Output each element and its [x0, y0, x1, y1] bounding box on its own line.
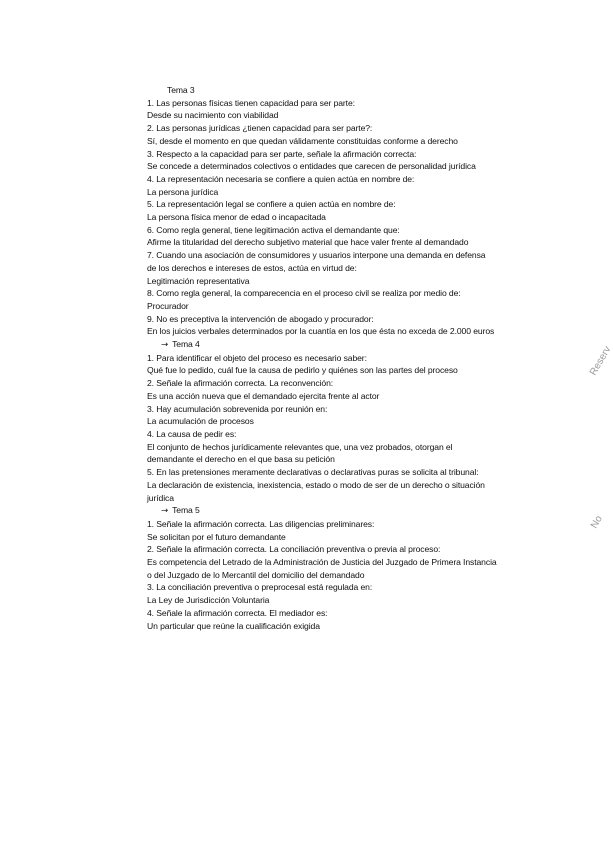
arrow-icon: →	[161, 340, 169, 351]
watermark-text: Reserv	[588, 344, 613, 378]
question: 4. La representación necesaria se confiere a quien actúa en nombre de:	[147, 173, 415, 184]
answer: Sí, desde el momento en que quedan válidamente constituidas conforme a derecho	[147, 135, 458, 146]
answer: Procurador	[147, 300, 189, 311]
arrow-icon: →	[161, 506, 169, 517]
question: 2. Señale la afirmación correcta. La reconvención:	[147, 378, 334, 389]
section-heading	[147, 338, 497, 352]
answer: Es una acción nueva que el demandado ejercita frente al actor	[147, 390, 380, 401]
question: 9. No es preceptiva la intervención de abogado y procurador:	[147, 313, 374, 324]
section-heading	[147, 504, 497, 518]
answer: Afirme la titularidad del derecho subjetivo material que hace valer frente al demandado	[147, 237, 469, 248]
question: 6. Como regla general, tiene legitimación activa el demandante que:	[147, 224, 400, 235]
answer: Se concede a determinados colectivos o entidades que carecen de personalidad jurídica	[147, 161, 476, 172]
answer: Un particular que reúne la cualificación exigida	[147, 620, 320, 631]
answer: Qué fue lo pedido, cuál fue la causa de pedirlo y quiénes son las partes del proceso	[147, 365, 458, 376]
question: 2. Las personas jurídicas ¿tienen capacidad para ser parte?:	[147, 123, 373, 134]
question: 5. En las pretensiones meramente declarativas o declarativas puras se solicita al tribunal:	[147, 467, 479, 478]
question: 5. La representación legal se confiere a quien actúa en nombre de:	[147, 199, 396, 210]
document-content	[147, 84, 497, 632]
question: 8. Como regla general, la comparecencia en el proceso civil se realiza por medio de:	[147, 288, 461, 299]
answer: La persona jurídica	[147, 186, 219, 197]
answer: La declaración de existencia, inexistencia, estado o modo de ser de un derecho o situación jurídica	[147, 479, 485, 503]
watermark-text: No	[589, 513, 605, 531]
answer: La acumulación de procesos	[147, 416, 254, 427]
answer: La persona física menor de edad o incapacitada	[147, 212, 326, 223]
question: 4. La causa de pedir es:	[147, 428, 237, 439]
question: 1. Las personas físicas tienen capacidad para ser parte:	[147, 97, 355, 108]
answer: El conjunto de hechos jurídicamente relevantes que, una vez probados, otorgan el demandante el derecho en el que basa su petición	[147, 441, 453, 465]
question: 1. Señale la afirmación correcta. Las diligencias preliminares:	[147, 518, 375, 529]
answer: Se solicitan por el futuro demandante	[147, 531, 286, 542]
answer: Legitimación representativa	[147, 275, 250, 286]
answer: La Ley de Jurisdicción Voluntaria	[147, 595, 270, 606]
question: 3. La conciliación preventiva o preprocesal está regulada en:	[147, 582, 373, 593]
question: 4. Señale la afirmación correcta. El mediador es:	[147, 607, 328, 618]
question: 2. Señale la afirmación correcta. La conciliación preventiva o previa al proceso:	[147, 544, 441, 555]
section-title: Tema 5	[172, 505, 200, 516]
question: 3. Hay acumulación sobrevenida por reunión en:	[147, 403, 328, 414]
answer: Es competencia del Letrado de la Administración de Justicia del Juzgado de Primera Instancia o del Juzgado de lo Mercantil del domicilio del demandado	[147, 557, 497, 580]
question: 3. Respecto a la capacidad para ser parte, señale la afirmación correcta:	[147, 148, 417, 159]
section-heading: Tema 3	[167, 85, 195, 95]
answer: Desde su nacimiento con viabilidad	[147, 110, 279, 121]
section-title: Tema 4	[172, 339, 200, 350]
answer: En los juicios verbales determinados por la cuantía en los que ésta no exceda de 2.000 euros	[147, 326, 495, 337]
question: 1. Para identificar el objeto del proceso es necesario saber:	[147, 352, 367, 363]
question: 7. Cuando una asociación de consumidores y usuarios interpone una demanda en defensa de los derechos e intereses de estos, actúa en virtud de:	[147, 250, 486, 273]
